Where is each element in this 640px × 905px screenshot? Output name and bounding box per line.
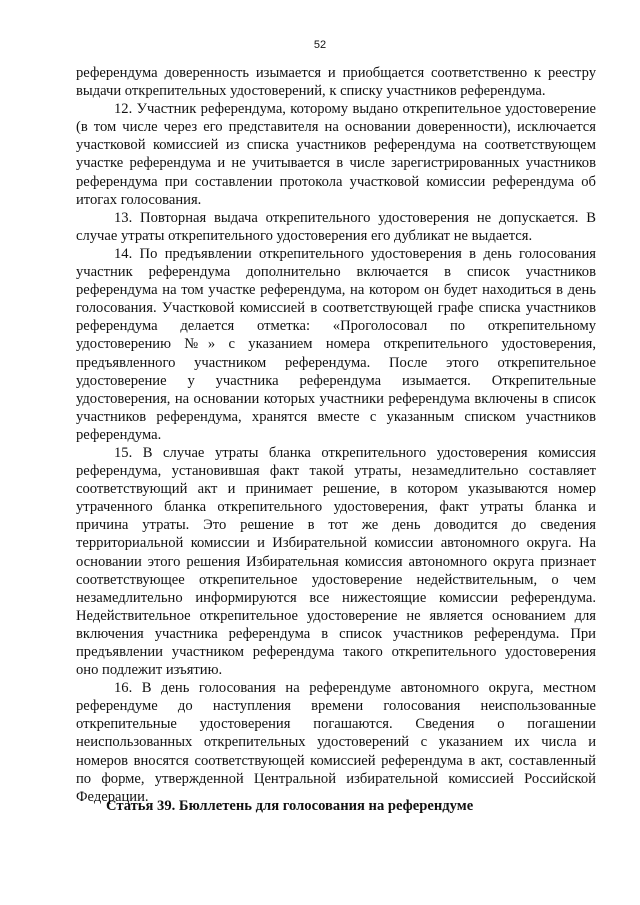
paragraph-16: 16. В день голосования на референдуме автономного округа, местном референдуме до наступления времени голосования неиспользованные открепительные удостоверения погашаются. Сведения о погашении неиспользованных открепительных удостоверений с указанием их числа и номеров вносятся соответствующей комиссией референдума в акт, составленный по форме, утвержденной Центральной избирательной комиссией Российской Федерации.: [76, 680, 596, 805]
paragraph-14: 14. По предъявлении открепительного удостоверения в день голосования участник референдума дополнительно включается в список участников референдума на том участке референдума, на котором он будет находиться в день голосования. Участковой комиссией в соответствующей графе списка участников референдума делается отметка: «Проголосовал по открепительному удостоверению №» с указанием номера открепительного удостоверения, предъявленного участником референдума. После этого открепительное удостоверение у участника референдума изымается. Открепительные удостоверения, на основании которых участники референдума включены в список участников референдума, хранятся вместе с указанным списком участников референдума.: [76, 245, 596, 443]
page-number: 52: [313, 39, 327, 51]
paragraph-15: 15. В случае утраты бланка открепительного удостоверения комиссия референдума, установившая факт такой утраты, незамедлительно составляет соответствующий акт и принимает решение, в котором указываются номер утраченного бланка открепительного удостоверения, факт утраты бланка и причина утраты. Это решение в тот же день доводится до сведения территориальной комиссии и Избирательной комиссии автономного округа. На основании этого решения Избирательная комиссия автономного округа признает соответствующее открепительное удостоверение недействительным, о чем незамедлительно информируются все нижестоящие комиссии референдума. Недействительное открепительное удостоверение не является основанием для включения участника референдума в список участников референдума. При предъявлении участником референдума такого открепительного удостоверения оно подлежит изъятию.: [76, 444, 596, 679]
body-text: [76, 64, 596, 806]
paragraph-12: 12. Участник референдума, которому выдано открепительное удостоверение (в том числе через его представителя на основании доверенности), исключается участковой комиссией из списка участников референдума на соответствующем участке референдума и не учитывается в числе зарегистрированных участников референдума при составлении протокола участковой комиссии референдума об итогах голосования.: [76, 101, 596, 208]
article-heading: Статья 39. Бюллетень для голосования на референдуме: [106, 798, 474, 814]
paragraph-continuation: референдума доверенность изымается и приобщается соответственно к реестру выдачи открепительных удостоверений, к списку участников референдума.: [76, 65, 596, 100]
paragraph-13: 13. Повторная выдача открепительного удостоверения не допускается. В случае утраты открепительного удостоверения его дубликат не выдается.: [76, 209, 596, 244]
